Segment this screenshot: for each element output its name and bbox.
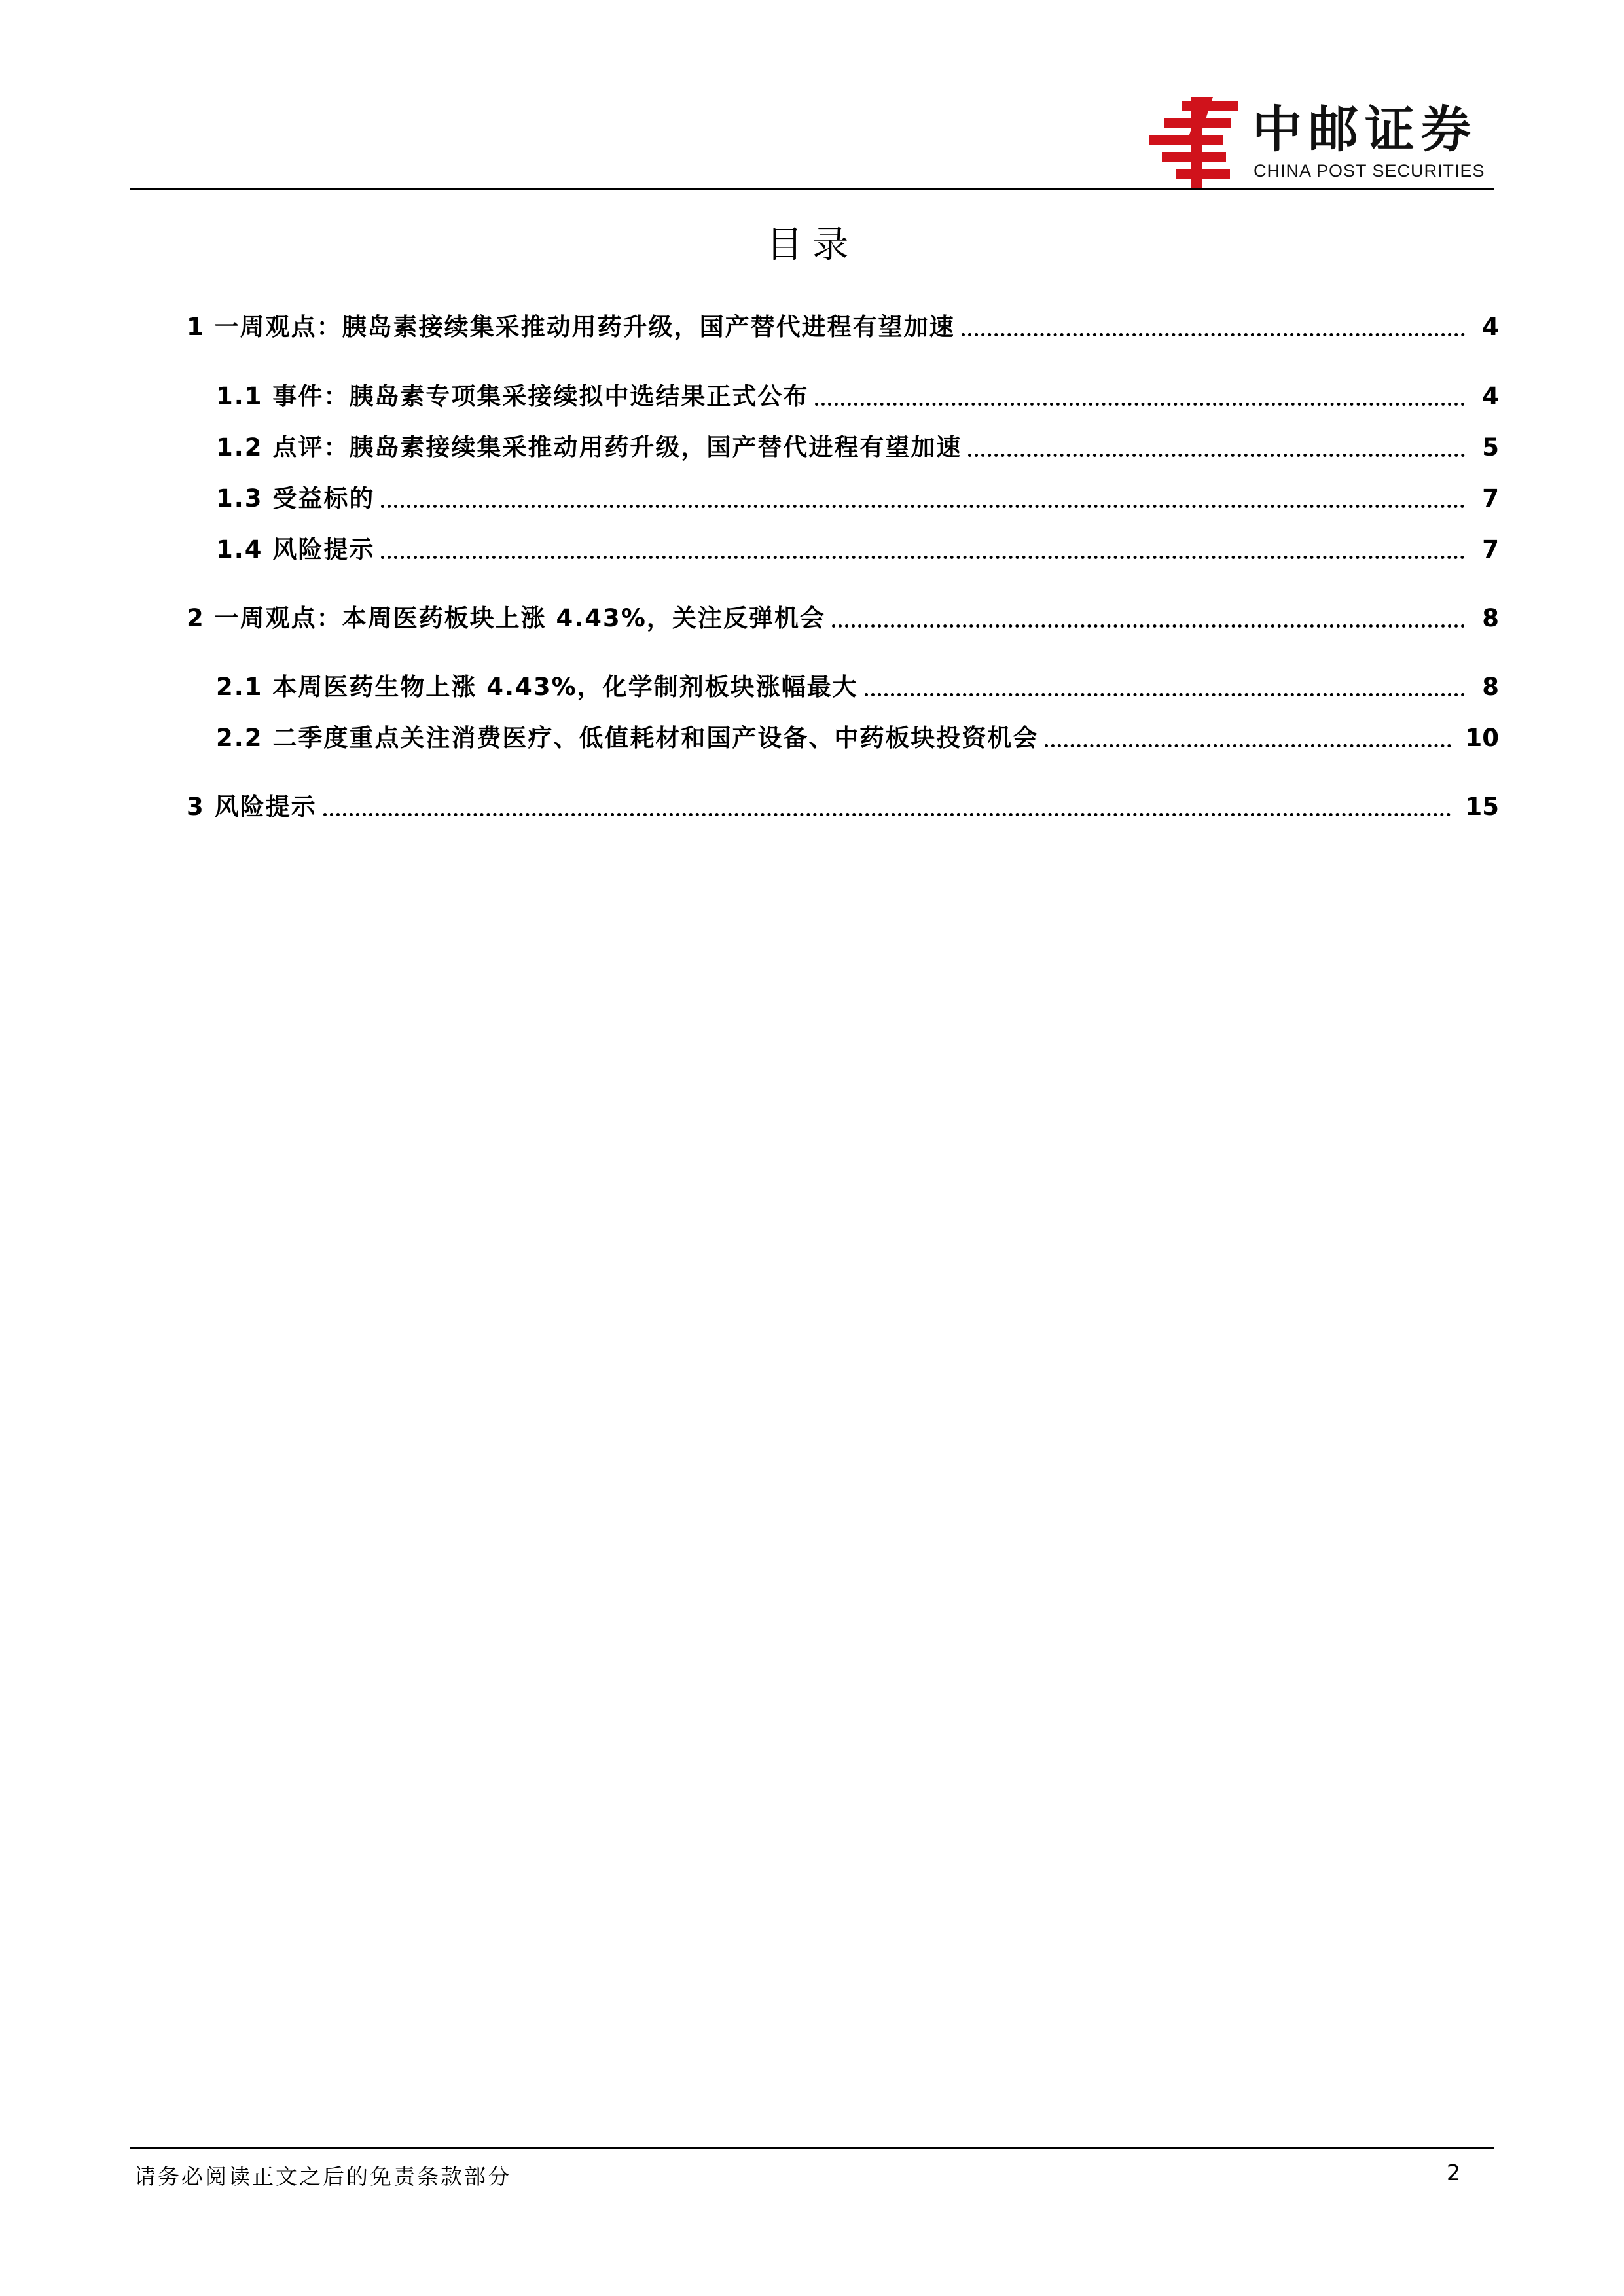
toc-entry-1[interactable]: [187, 308, 1499, 347]
toc-entry-label: 2.1 本周医药生物上涨 4.43%，化学制剂板块涨幅最大: [216, 673, 858, 701]
dot-leader: [1045, 744, 1451, 747]
toc-entry-page: 10: [1465, 724, 1499, 752]
toc-entry-label: 1.4 风险提示: [216, 535, 375, 564]
toc-entry-label: 3 风险提示: [187, 793, 317, 821]
page-header: [0, 0, 1624, 196]
dot-leader: [381, 556, 1465, 559]
toc-entry-page: 5: [1482, 433, 1499, 461]
dot-leader: [962, 333, 1465, 336]
toc-entry-page: 8: [1482, 604, 1499, 632]
china-post-logo-icon: [1149, 97, 1247, 188]
toc-entry-label: 2 一周观点：本周医药板块上涨 4.43%，关注反弹机会: [187, 604, 825, 632]
logo-chinese-name: 中邮证券: [1252, 100, 1477, 158]
toc-entry-page: 7: [1482, 484, 1499, 512]
toc-entry-label: 1.1 事件：胰岛素专项集采接续拟中选结果正式公布: [216, 382, 809, 410]
footer-divider: [130, 2147, 1494, 2149]
company-logo: [1149, 97, 1502, 188]
dot-leader: [381, 505, 1465, 508]
toc-entry-page: 15: [1465, 793, 1499, 821]
dot-leader: [968, 454, 1465, 457]
dot-leader: [815, 403, 1465, 406]
toc-entry-label: 1 一周观点：胰岛素接续集采推动用药升级，国产替代进程有望加速: [187, 313, 955, 341]
toc-entry-page: 7: [1482, 535, 1499, 564]
toc-entry-page: 4: [1482, 313, 1499, 341]
footer-disclaimer: 请务必阅读正文之后的免责条款部分: [134, 2164, 511, 2189]
toc-entry-1-1[interactable]: [216, 377, 1499, 416]
toc-entry-page: 8: [1482, 673, 1499, 701]
header-divider: [130, 188, 1494, 190]
toc-entry-3[interactable]: [187, 787, 1499, 827]
toc-entry-2[interactable]: [187, 599, 1499, 638]
toc-entry-2-1[interactable]: [216, 668, 1499, 707]
toc-title: 目录: [766, 224, 858, 266]
toc-entry-2-2[interactable]: [216, 719, 1499, 758]
toc-entry-1-4[interactable]: [216, 530, 1499, 569]
footer-page-number: 2: [1447, 2160, 1460, 2185]
toc-entry-label: 1.2 点评：胰岛素接续集采推动用药升级，国产替代进程有望加速: [216, 433, 962, 461]
dot-leader: [832, 624, 1465, 628]
dot-leader: [323, 813, 1451, 816]
toc-entry-page: 4: [1482, 382, 1499, 410]
dot-leader: [865, 693, 1465, 696]
toc-entry-1-3[interactable]: [216, 479, 1499, 518]
toc-entry-1-2[interactable]: [216, 428, 1499, 467]
toc-entry-label: 2.2 二季度重点关注消费医疗、低值耗材和国产设备、中药板块投资机会: [216, 724, 1039, 752]
logo-english-name: CHINA POST SECURITIES: [1254, 161, 1485, 181]
toc-entry-label: 1.3 受益标的: [216, 484, 375, 512]
